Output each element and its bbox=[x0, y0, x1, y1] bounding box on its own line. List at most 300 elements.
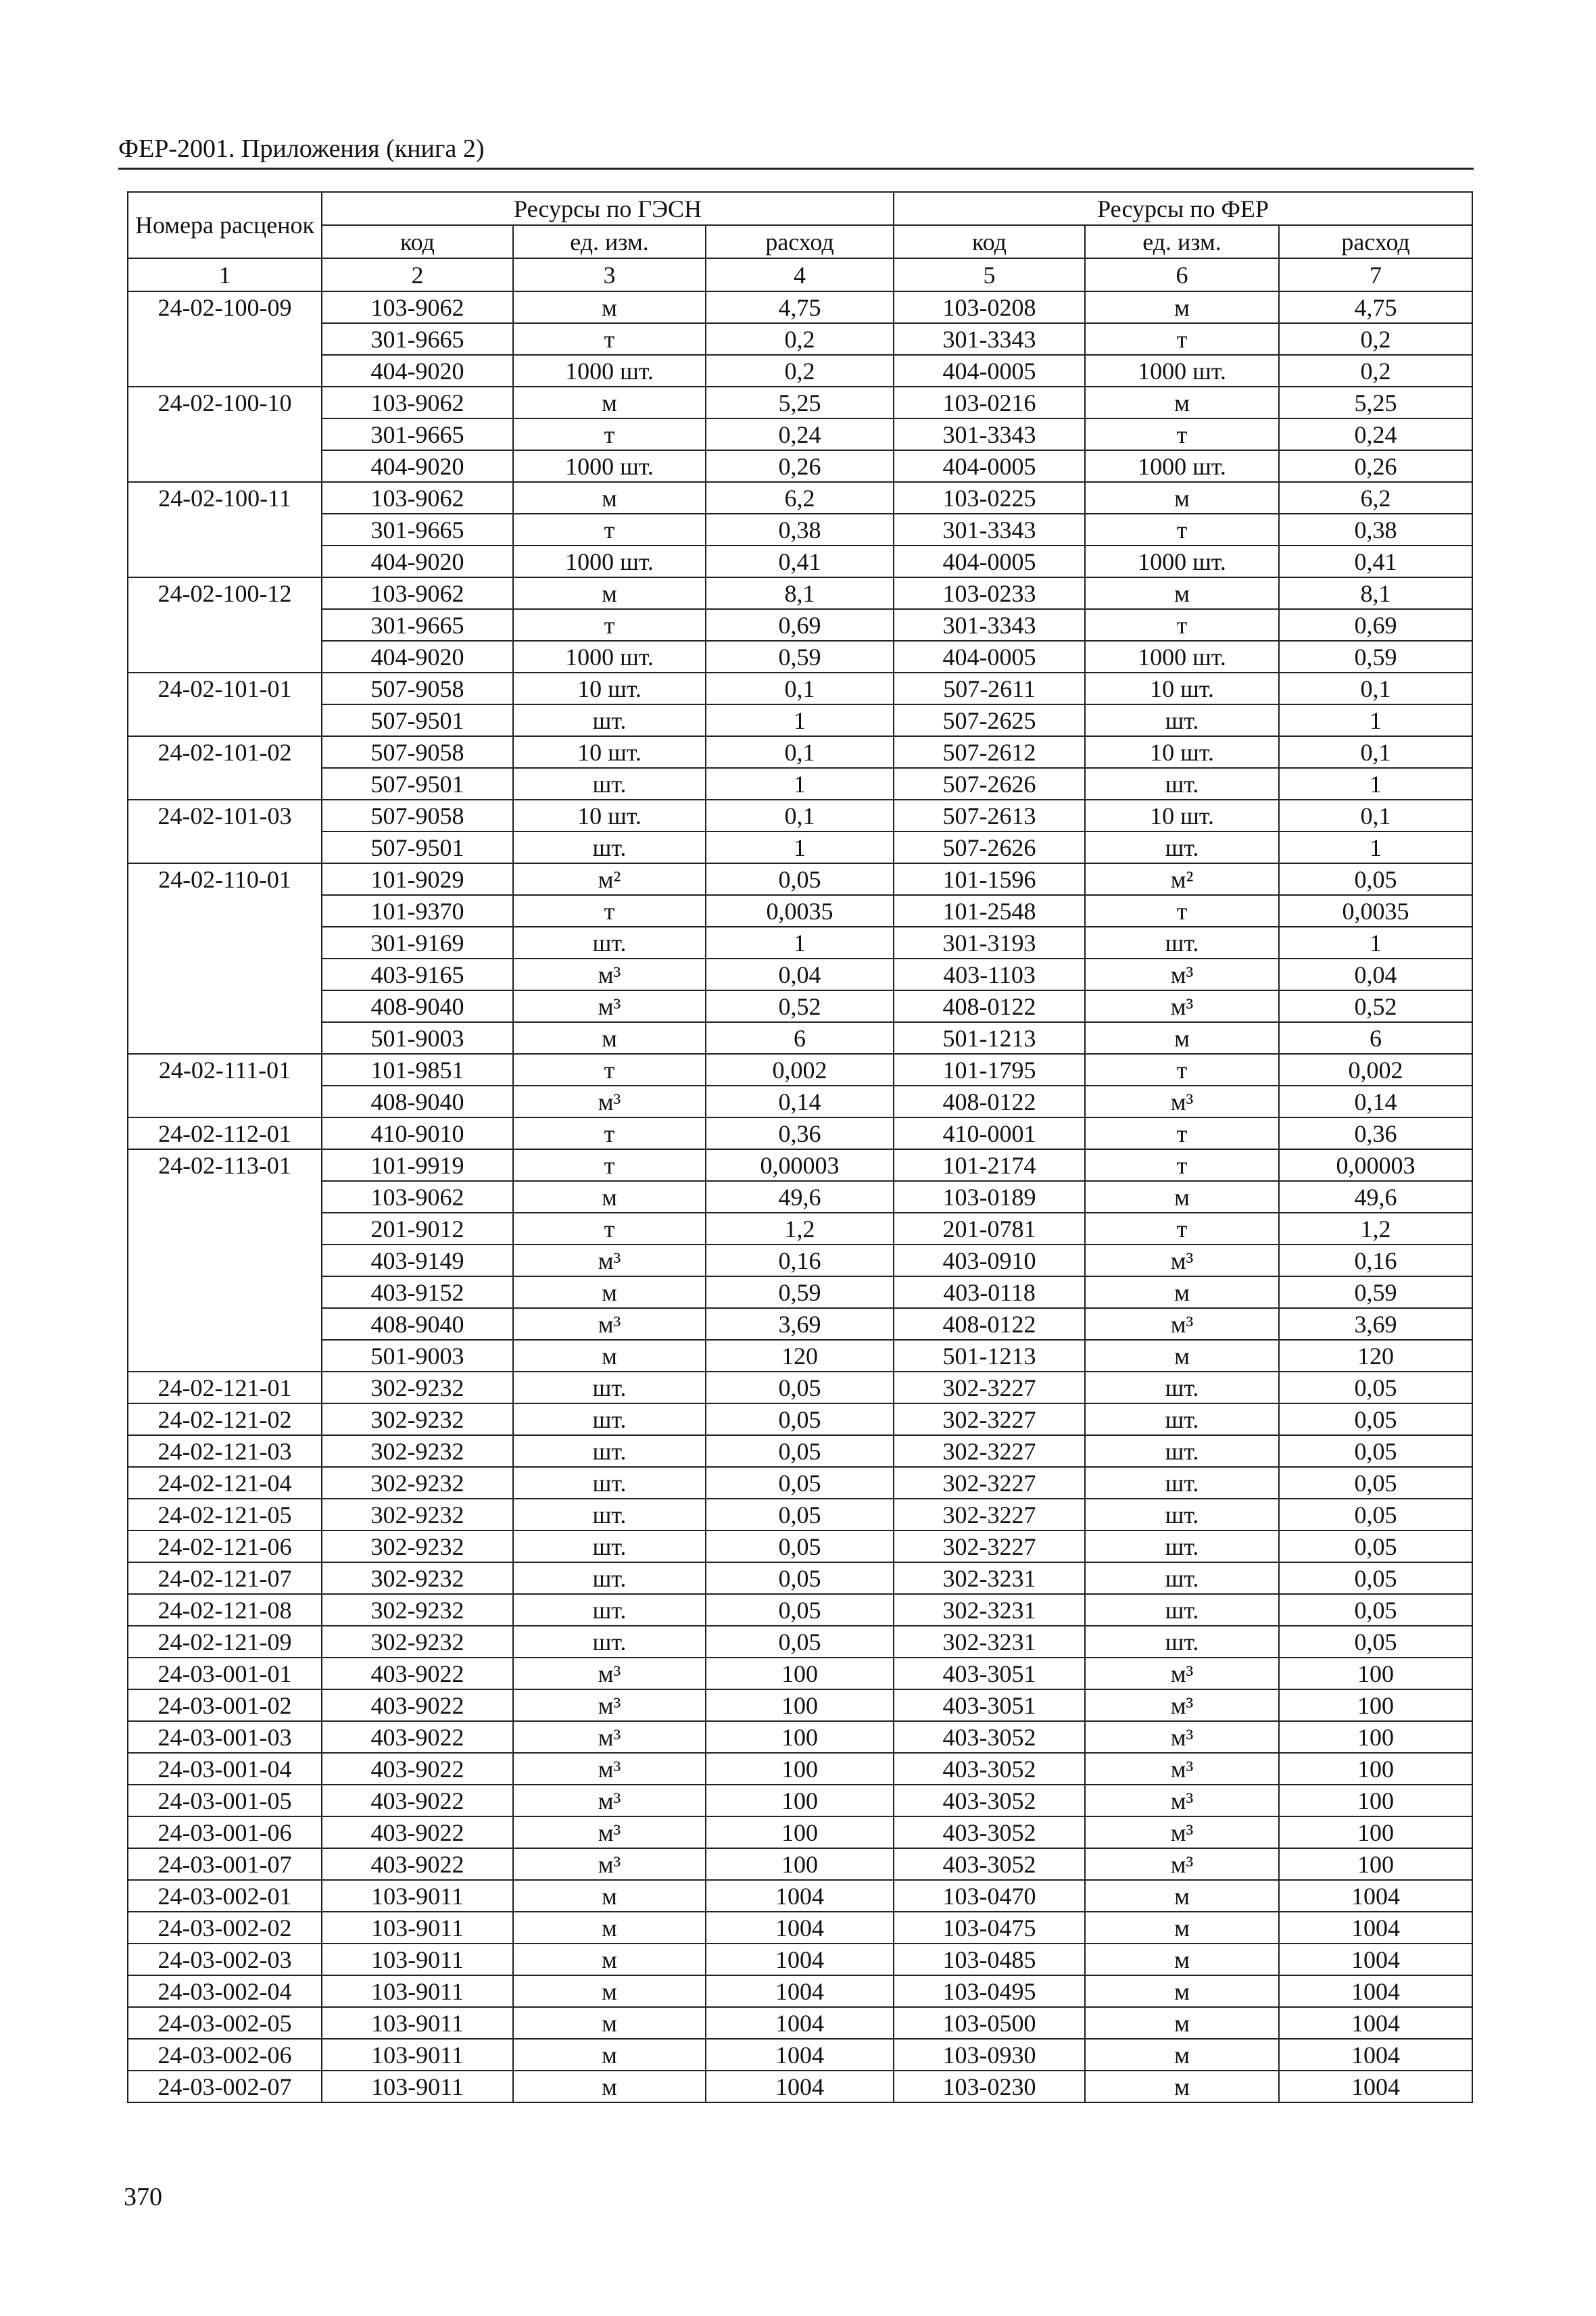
gesn-consumption-cell: 0,05 bbox=[706, 1403, 894, 1435]
gesn-code-cell: 403-9149 bbox=[322, 1245, 513, 1276]
fer-consumption-cell: 0,59 bbox=[1279, 1276, 1472, 1308]
fer-consumption-cell: 100 bbox=[1279, 1753, 1472, 1785]
gesn-code-cell: 302-9232 bbox=[322, 1626, 513, 1658]
gesn-unit-cell: шт. bbox=[513, 1562, 706, 1594]
gesn-code-cell: 301-9665 bbox=[322, 609, 513, 641]
rate-number-cell: 24-02-121-02 bbox=[128, 1403, 322, 1435]
fer-consumption-cell: 0,05 bbox=[1279, 1626, 1472, 1658]
rate-number-cell: 24-02-121-01 bbox=[128, 1372, 322, 1403]
fer-code-cell: 103-0233 bbox=[894, 577, 1085, 609]
gesn-unit-cell: м bbox=[513, 1880, 706, 1912]
rate-number-cell: 24-03-001-05 bbox=[128, 1785, 322, 1816]
gesn-resources-header: Ресурсы по ГЭСН bbox=[322, 192, 894, 225]
table-row bbox=[128, 291, 1472, 323]
fer-unit-cell: шт. bbox=[1085, 1435, 1279, 1467]
gesn-unit-cell: т bbox=[513, 1117, 706, 1149]
fer-consumption-cell: 0,59 bbox=[1279, 641, 1472, 673]
gesn-code-cell: 103-9062 bbox=[322, 577, 513, 609]
gesn-code-cell: 404-9020 bbox=[322, 641, 513, 673]
gesn-unit-cell: шт. bbox=[513, 1530, 706, 1562]
gesn-code-cell: 301-9169 bbox=[322, 927, 513, 959]
rate-number-cell-empty bbox=[128, 959, 322, 990]
gesn-unit-cell: м bbox=[513, 577, 706, 609]
fer-consumption-cell: 1004 bbox=[1279, 2007, 1472, 2039]
fer-consumption-cell: 0,38 bbox=[1279, 514, 1472, 546]
rate-number-cell: 24-03-001-06 bbox=[128, 1816, 322, 1848]
table-row bbox=[128, 1054, 1472, 1086]
rate-number-cell: 24-02-121-05 bbox=[128, 1499, 322, 1530]
rate-number-cell: 24-02-121-04 bbox=[128, 1467, 322, 1499]
table-row bbox=[128, 1245, 1472, 1276]
fer-code-header: код bbox=[894, 225, 1085, 258]
table-row bbox=[128, 641, 1472, 673]
fer-unit-cell: м bbox=[1085, 387, 1279, 418]
gesn-code-cell: 507-9058 bbox=[322, 800, 513, 831]
rate-number-cell: 24-03-002-06 bbox=[128, 2039, 322, 2071]
fer-code-cell: 301-3343 bbox=[894, 609, 1085, 641]
gesn-unit-cell: м bbox=[513, 1975, 706, 2007]
gesn-code-cell: 301-9665 bbox=[322, 418, 513, 450]
gesn-code-cell: 302-9232 bbox=[322, 1499, 513, 1530]
fer-code-cell: 403-3052 bbox=[894, 1816, 1085, 1848]
fer-consumption-cell: 120 bbox=[1279, 1340, 1472, 1372]
gesn-unit-cell: 1000 шт. bbox=[513, 641, 706, 673]
fer-unit-cell: т bbox=[1085, 1149, 1279, 1181]
fer-code-cell: 507-2612 bbox=[894, 736, 1085, 768]
gesn-code-cell: 408-9040 bbox=[322, 1086, 513, 1117]
fer-unit-cell: м bbox=[1085, 1022, 1279, 1054]
gesn-code-cell: 408-9040 bbox=[322, 1308, 513, 1340]
fer-consumption-cell: 1 bbox=[1279, 704, 1472, 736]
gesn-code-cell: 302-9232 bbox=[322, 1403, 513, 1435]
fer-consumption-cell: 1004 bbox=[1279, 1912, 1472, 1944]
fer-unit-cell: шт. bbox=[1085, 831, 1279, 863]
fer-consumption-cell: 100 bbox=[1279, 1689, 1472, 1721]
fer-code-cell: 403-3052 bbox=[894, 1785, 1085, 1816]
gesn-consumption-cell: 0,05 bbox=[706, 1499, 894, 1530]
gesn-code-cell: 403-9165 bbox=[322, 959, 513, 990]
fer-code-cell: 103-0500 bbox=[894, 2007, 1085, 2039]
rate-number-cell: 24-02-110-01 bbox=[128, 863, 322, 895]
fer-unit-cell: шт. bbox=[1085, 1626, 1279, 1658]
fer-code-cell: 410-0001 bbox=[894, 1117, 1085, 1149]
table-row bbox=[128, 1435, 1472, 1467]
fer-unit-header: ед. изм. bbox=[1085, 225, 1279, 258]
fer-consumption-cell: 49,6 bbox=[1279, 1181, 1472, 1213]
rate-number-cell-empty bbox=[128, 768, 322, 800]
table-row bbox=[128, 1626, 1472, 1658]
fer-code-cell: 403-3052 bbox=[894, 1721, 1085, 1753]
rate-number-cell-empty bbox=[128, 355, 322, 387]
table-row bbox=[128, 990, 1472, 1022]
gesn-consumption-cell: 1004 bbox=[706, 1880, 894, 1912]
gesn-code-cell: 404-9020 bbox=[322, 450, 513, 482]
fer-code-cell: 103-0475 bbox=[894, 1912, 1085, 1944]
gesn-code-cell: 103-9011 bbox=[322, 1912, 513, 1944]
sub-header-row bbox=[128, 225, 1472, 258]
gesn-code-cell: 103-9011 bbox=[322, 2071, 513, 2102]
rate-number-cell-empty bbox=[128, 1022, 322, 1054]
gesn-code-cell: 403-9022 bbox=[322, 1816, 513, 1848]
gesn-code-cell: 302-9232 bbox=[322, 1372, 513, 1403]
fer-consumption-cell: 100 bbox=[1279, 1848, 1472, 1880]
fer-consumption-cell: 0,1 bbox=[1279, 673, 1472, 704]
gesn-consumption-cell: 6,2 bbox=[706, 482, 894, 514]
fer-code-cell: 404-0005 bbox=[894, 450, 1085, 482]
rate-number-cell-empty bbox=[128, 831, 322, 863]
fer-unit-cell: м bbox=[1085, 2071, 1279, 2102]
fer-consumption-cell: 1004 bbox=[1279, 1975, 1472, 2007]
fer-unit-cell: м bbox=[1085, 1912, 1279, 1944]
fer-unit-cell: м bbox=[1085, 577, 1279, 609]
gesn-code-cell: 103-9011 bbox=[322, 1944, 513, 1975]
fer-unit-cell: м bbox=[1085, 2039, 1279, 2071]
rate-number-cell: 24-03-002-07 bbox=[128, 2071, 322, 2102]
fer-consumption-cell: 3,69 bbox=[1279, 1308, 1472, 1340]
gesn-unit-cell: шт. bbox=[513, 831, 706, 863]
fer-code-cell: 101-1596 bbox=[894, 863, 1085, 895]
fer-consumption-cell: 0,52 bbox=[1279, 990, 1472, 1022]
fer-consumption-cell: 0,04 bbox=[1279, 959, 1472, 990]
gesn-code-cell: 302-9232 bbox=[322, 1530, 513, 1562]
rate-number-cell: 24-02-111-01 bbox=[128, 1054, 322, 1086]
table-row bbox=[128, 1753, 1472, 1785]
gesn-code-cell: 103-9011 bbox=[322, 1975, 513, 2007]
fer-unit-cell: 1000 шт. bbox=[1085, 546, 1279, 577]
rate-number-cell-empty bbox=[128, 1340, 322, 1372]
gesn-unit-cell: шт. bbox=[513, 768, 706, 800]
gesn-code-cell: 302-9232 bbox=[322, 1562, 513, 1594]
gesn-code-cell: 302-9232 bbox=[322, 1435, 513, 1467]
table-row bbox=[128, 1403, 1472, 1435]
gesn-unit-cell: 1000 шт. bbox=[513, 546, 706, 577]
fer-code-cell: 404-0005 bbox=[894, 641, 1085, 673]
fer-code-cell: 302-3231 bbox=[894, 1626, 1085, 1658]
fer-consumption-cell: 0,0035 bbox=[1279, 895, 1472, 927]
gesn-unit-cell: шт. bbox=[513, 1626, 706, 1658]
gesn-unit-cell: м³ bbox=[513, 1086, 706, 1117]
fer-consumption-cell: 0,05 bbox=[1279, 1562, 1472, 1594]
fer-unit-cell: м bbox=[1085, 1340, 1279, 1372]
fer-consumption-cell: 8,1 bbox=[1279, 577, 1472, 609]
gesn-unit-cell: м bbox=[513, 1944, 706, 1975]
rate-number-cell: 24-02-121-08 bbox=[128, 1594, 322, 1626]
rate-number-cell-empty bbox=[128, 641, 322, 673]
gesn-unit-cell: т bbox=[513, 418, 706, 450]
rate-number-cell-empty bbox=[128, 418, 322, 450]
gesn-unit-cell: шт. bbox=[513, 1372, 706, 1403]
rate-number-cell: 24-02-121-03 bbox=[128, 1435, 322, 1467]
rate-number-cell: 24-03-002-02 bbox=[128, 1912, 322, 1944]
fer-unit-cell: м² bbox=[1085, 863, 1279, 895]
fer-code-cell: 103-0495 bbox=[894, 1975, 1085, 2007]
fer-code-cell: 403-0118 bbox=[894, 1276, 1085, 1308]
fer-consumption-cell: 0,05 bbox=[1279, 1499, 1472, 1530]
gesn-unit-cell: м bbox=[513, 1912, 706, 1944]
gesn-code-cell: 201-9012 bbox=[322, 1213, 513, 1245]
gesn-unit-cell: м bbox=[513, 1276, 706, 1308]
fer-consumption-cell: 0,002 bbox=[1279, 1054, 1472, 1086]
rate-number-cell: 24-02-100-11 bbox=[128, 482, 322, 514]
rate-numbers-header: Номера расценок bbox=[128, 192, 322, 258]
gesn-unit-cell: м² bbox=[513, 863, 706, 895]
fer-consumption-cell: 0,14 bbox=[1279, 1086, 1472, 1117]
group-header-row bbox=[128, 192, 1472, 225]
fer-code-cell: 103-0470 bbox=[894, 1880, 1085, 1912]
fer-unit-cell: шт. bbox=[1085, 1562, 1279, 1594]
gesn-consumption-cell: 100 bbox=[706, 1816, 894, 1848]
rate-number-cell: 24-03-001-02 bbox=[128, 1689, 322, 1721]
gesn-consumption-cell: 8,1 bbox=[706, 577, 894, 609]
table-row bbox=[128, 1467, 1472, 1499]
gesn-unit-cell: м³ bbox=[513, 1658, 706, 1689]
fer-unit-cell: 1000 шт. bbox=[1085, 641, 1279, 673]
gesn-unit-cell: м bbox=[513, 291, 706, 323]
gesn-consumption-cell: 6 bbox=[706, 1022, 894, 1054]
fer-code-cell: 201-0781 bbox=[894, 1213, 1085, 1245]
fer-code-cell: 103-0216 bbox=[894, 387, 1085, 418]
gesn-consumption-cell: 100 bbox=[706, 1785, 894, 1816]
fer-unit-cell: т bbox=[1085, 418, 1279, 450]
fer-consumption-cell: 1 bbox=[1279, 768, 1472, 800]
fer-code-cell: 103-0930 bbox=[894, 2039, 1085, 2071]
gesn-unit-cell: м bbox=[513, 482, 706, 514]
table-row bbox=[128, 1117, 1472, 1149]
column-number: 1 bbox=[128, 258, 322, 291]
fer-code-cell: 404-0005 bbox=[894, 546, 1085, 577]
table-row bbox=[128, 514, 1472, 546]
fer-unit-cell: м³ bbox=[1085, 1753, 1279, 1785]
table-row bbox=[128, 1213, 1472, 1245]
fer-code-cell: 302-3227 bbox=[894, 1467, 1085, 1499]
gesn-consumption-cell: 1 bbox=[706, 768, 894, 800]
fer-unit-cell: шт. bbox=[1085, 927, 1279, 959]
table-row bbox=[128, 1944, 1472, 1975]
gesn-consumption-cell: 0,16 bbox=[706, 1245, 894, 1276]
table-row bbox=[128, 736, 1472, 768]
table-row bbox=[128, 1689, 1472, 1721]
gesn-code-cell: 403-9022 bbox=[322, 1848, 513, 1880]
gesn-code-cell: 103-9011 bbox=[322, 1880, 513, 1912]
table-row bbox=[128, 1022, 1472, 1054]
table-row bbox=[128, 927, 1472, 959]
table-row bbox=[128, 1181, 1472, 1213]
gesn-consumption-cell: 0,26 bbox=[706, 450, 894, 482]
fer-consumption-cell: 0,05 bbox=[1279, 1403, 1472, 1435]
gesn-consumption-cell: 1004 bbox=[706, 2071, 894, 2102]
fer-unit-cell: м bbox=[1085, 1880, 1279, 1912]
gesn-code-cell: 507-9501 bbox=[322, 831, 513, 863]
gesn-consumption-cell: 1004 bbox=[706, 2007, 894, 2039]
rate-number-cell: 24-02-121-09 bbox=[128, 1626, 322, 1658]
fer-code-cell: 302-3227 bbox=[894, 1435, 1085, 1467]
rate-number-cell: 24-03-002-04 bbox=[128, 1975, 322, 2007]
fer-consumption-cell: 0,2 bbox=[1279, 323, 1472, 355]
table-row bbox=[128, 1308, 1472, 1340]
fer-unit-cell: м³ bbox=[1085, 959, 1279, 990]
gesn-consumption-cell: 0,1 bbox=[706, 800, 894, 831]
gesn-code-cell: 403-9152 bbox=[322, 1276, 513, 1308]
gesn-unit-cell: т bbox=[513, 1149, 706, 1181]
table-row bbox=[128, 895, 1472, 927]
gesn-unit-cell: м³ bbox=[513, 1753, 706, 1785]
fer-unit-cell: 10 шт. bbox=[1085, 736, 1279, 768]
fer-unit-cell: м bbox=[1085, 1975, 1279, 2007]
gesn-consumption-cell: 0,69 bbox=[706, 609, 894, 641]
fer-consumption-cell: 100 bbox=[1279, 1785, 1472, 1816]
page-number: 370 bbox=[124, 2183, 162, 2211]
gesn-code-cell: 404-9020 bbox=[322, 355, 513, 387]
gesn-consumption-header: расход bbox=[706, 225, 894, 258]
fer-code-cell: 507-2611 bbox=[894, 673, 1085, 704]
gesn-consumption-cell: 0,59 bbox=[706, 1276, 894, 1308]
fer-code-cell: 302-3231 bbox=[894, 1594, 1085, 1626]
fer-unit-cell: м³ bbox=[1085, 990, 1279, 1022]
column-number: 6 bbox=[1085, 258, 1279, 291]
fer-consumption-cell: 0,00003 bbox=[1279, 1149, 1472, 1181]
table-row bbox=[128, 577, 1472, 609]
fer-unit-cell: т bbox=[1085, 323, 1279, 355]
gesn-code-cell: 403-9022 bbox=[322, 1658, 513, 1689]
fer-consumption-cell: 1004 bbox=[1279, 1944, 1472, 1975]
fer-unit-cell: м bbox=[1085, 291, 1279, 323]
fer-code-cell: 302-3227 bbox=[894, 1530, 1085, 1562]
rate-number-cell-empty bbox=[128, 1308, 322, 1340]
fer-unit-cell: м³ bbox=[1085, 1816, 1279, 1848]
gesn-consumption-cell: 0,59 bbox=[706, 641, 894, 673]
gesn-code-cell: 302-9232 bbox=[322, 1467, 513, 1499]
gesn-consumption-cell: 1004 bbox=[706, 1975, 894, 2007]
rate-number-cell: 24-02-100-10 bbox=[128, 387, 322, 418]
gesn-consumption-cell: 0,04 bbox=[706, 959, 894, 990]
rate-number-cell-empty bbox=[128, 514, 322, 546]
fer-consumption-cell: 4,75 bbox=[1279, 291, 1472, 323]
gesn-code-cell: 103-9062 bbox=[322, 291, 513, 323]
fer-unit-cell: м³ bbox=[1085, 1689, 1279, 1721]
fer-code-cell: 101-1795 bbox=[894, 1054, 1085, 1086]
fer-consumption-cell: 0,26 bbox=[1279, 450, 1472, 482]
gesn-unit-cell: м³ bbox=[513, 959, 706, 990]
gesn-code-cell: 501-9003 bbox=[322, 1340, 513, 1372]
fer-unit-cell: м bbox=[1085, 1181, 1279, 1213]
gesn-code-cell: 103-9062 bbox=[322, 387, 513, 418]
fer-unit-cell: т bbox=[1085, 1054, 1279, 1086]
table-row bbox=[128, 800, 1472, 831]
gesn-code-cell: 507-9501 bbox=[322, 704, 513, 736]
rate-number-cell: 24-02-121-07 bbox=[128, 1562, 322, 1594]
fer-consumption-cell: 1004 bbox=[1279, 1880, 1472, 1912]
fer-code-cell: 103-0230 bbox=[894, 2071, 1085, 2102]
fer-code-cell: 408-0122 bbox=[894, 1086, 1085, 1117]
column-number: 5 bbox=[894, 258, 1085, 291]
fer-code-cell: 507-2625 bbox=[894, 704, 1085, 736]
fer-unit-cell: т bbox=[1085, 1213, 1279, 1245]
gesn-consumption-cell: 120 bbox=[706, 1340, 894, 1372]
gesn-code-cell: 403-9022 bbox=[322, 1721, 513, 1753]
rate-number-cell: 24-03-001-03 bbox=[128, 1721, 322, 1753]
gesn-unit-cell: м bbox=[513, 1181, 706, 1213]
fer-unit-cell: м bbox=[1085, 482, 1279, 514]
table-row bbox=[128, 1848, 1472, 1880]
gesn-consumption-cell: 0,52 bbox=[706, 990, 894, 1022]
table-row bbox=[128, 1594, 1472, 1626]
table-row bbox=[128, 1912, 1472, 1944]
table-row bbox=[128, 1340, 1472, 1372]
fer-consumption-header: расход bbox=[1279, 225, 1472, 258]
gesn-consumption-cell: 1 bbox=[706, 704, 894, 736]
gesn-code-cell: 103-9011 bbox=[322, 2007, 513, 2039]
gesn-unit-cell: м bbox=[513, 1340, 706, 1372]
gesn-code-cell: 507-9501 bbox=[322, 768, 513, 800]
fer-code-cell: 408-0122 bbox=[894, 1308, 1085, 1340]
gesn-code-cell: 507-9058 bbox=[322, 736, 513, 768]
fer-unit-cell: м bbox=[1085, 1944, 1279, 1975]
fer-code-cell: 302-3227 bbox=[894, 1372, 1085, 1403]
fer-code-cell: 403-3051 bbox=[894, 1689, 1085, 1721]
rate-number-cell-empty bbox=[128, 1181, 322, 1213]
gesn-unit-cell: м³ bbox=[513, 1848, 706, 1880]
fer-consumption-cell: 1 bbox=[1279, 927, 1472, 959]
fer-unit-cell: т bbox=[1085, 895, 1279, 927]
gesn-unit-cell: т bbox=[513, 514, 706, 546]
column-number: 4 bbox=[706, 258, 894, 291]
column-number-row bbox=[128, 258, 1472, 291]
rate-number-cell-empty bbox=[128, 323, 322, 355]
gesn-unit-cell: т bbox=[513, 895, 706, 927]
fer-code-cell: 103-0485 bbox=[894, 1944, 1085, 1975]
fer-consumption-cell: 0,05 bbox=[1279, 1372, 1472, 1403]
fer-code-cell: 507-2626 bbox=[894, 768, 1085, 800]
gesn-consumption-cell: 0,24 bbox=[706, 418, 894, 450]
gesn-unit-cell: 1000 шт. bbox=[513, 355, 706, 387]
gesn-consumption-cell: 5,25 bbox=[706, 387, 894, 418]
fer-unit-cell: т bbox=[1085, 514, 1279, 546]
gesn-unit-cell: м³ bbox=[513, 1245, 706, 1276]
table-row bbox=[128, 1785, 1472, 1816]
fer-code-cell: 101-2174 bbox=[894, 1149, 1085, 1181]
gesn-consumption-cell: 100 bbox=[706, 1848, 894, 1880]
fer-code-cell: 403-0910 bbox=[894, 1245, 1085, 1276]
gesn-consumption-cell: 0,05 bbox=[706, 863, 894, 895]
fer-code-cell: 103-0225 bbox=[894, 482, 1085, 514]
gesn-unit-cell: 10 шт. bbox=[513, 800, 706, 831]
gesn-code-cell: 101-9919 bbox=[322, 1149, 513, 1181]
gesn-code-cell: 101-9851 bbox=[322, 1054, 513, 1086]
table-row bbox=[128, 1372, 1472, 1403]
gesn-consumption-cell: 0,05 bbox=[706, 1530, 894, 1562]
rate-number-cell-empty bbox=[128, 1276, 322, 1308]
fer-unit-cell: м³ bbox=[1085, 1658, 1279, 1689]
gesn-consumption-cell: 0,0035 bbox=[706, 895, 894, 927]
gesn-unit-cell: шт. bbox=[513, 1499, 706, 1530]
fer-consumption-cell: 1004 bbox=[1279, 2039, 1472, 2071]
table-row bbox=[128, 1721, 1472, 1753]
fer-code-cell: 507-2626 bbox=[894, 831, 1085, 863]
gesn-consumption-cell: 1004 bbox=[706, 1944, 894, 1975]
fer-code-cell: 302-3227 bbox=[894, 1499, 1085, 1530]
rate-number-cell-empty bbox=[128, 704, 322, 736]
gesn-unit-cell: т bbox=[513, 1213, 706, 1245]
gesn-consumption-cell: 49,6 bbox=[706, 1181, 894, 1213]
fer-code-cell: 301-3193 bbox=[894, 927, 1085, 959]
gesn-unit-cell: шт. bbox=[513, 927, 706, 959]
gesn-code-cell: 408-9040 bbox=[322, 990, 513, 1022]
gesn-consumption-cell: 1004 bbox=[706, 2039, 894, 2071]
gesn-consumption-cell: 1,2 bbox=[706, 1213, 894, 1245]
table-row bbox=[128, 1975, 1472, 2007]
gesn-code-cell: 501-9003 bbox=[322, 1022, 513, 1054]
fer-code-cell: 403-1103 bbox=[894, 959, 1085, 990]
